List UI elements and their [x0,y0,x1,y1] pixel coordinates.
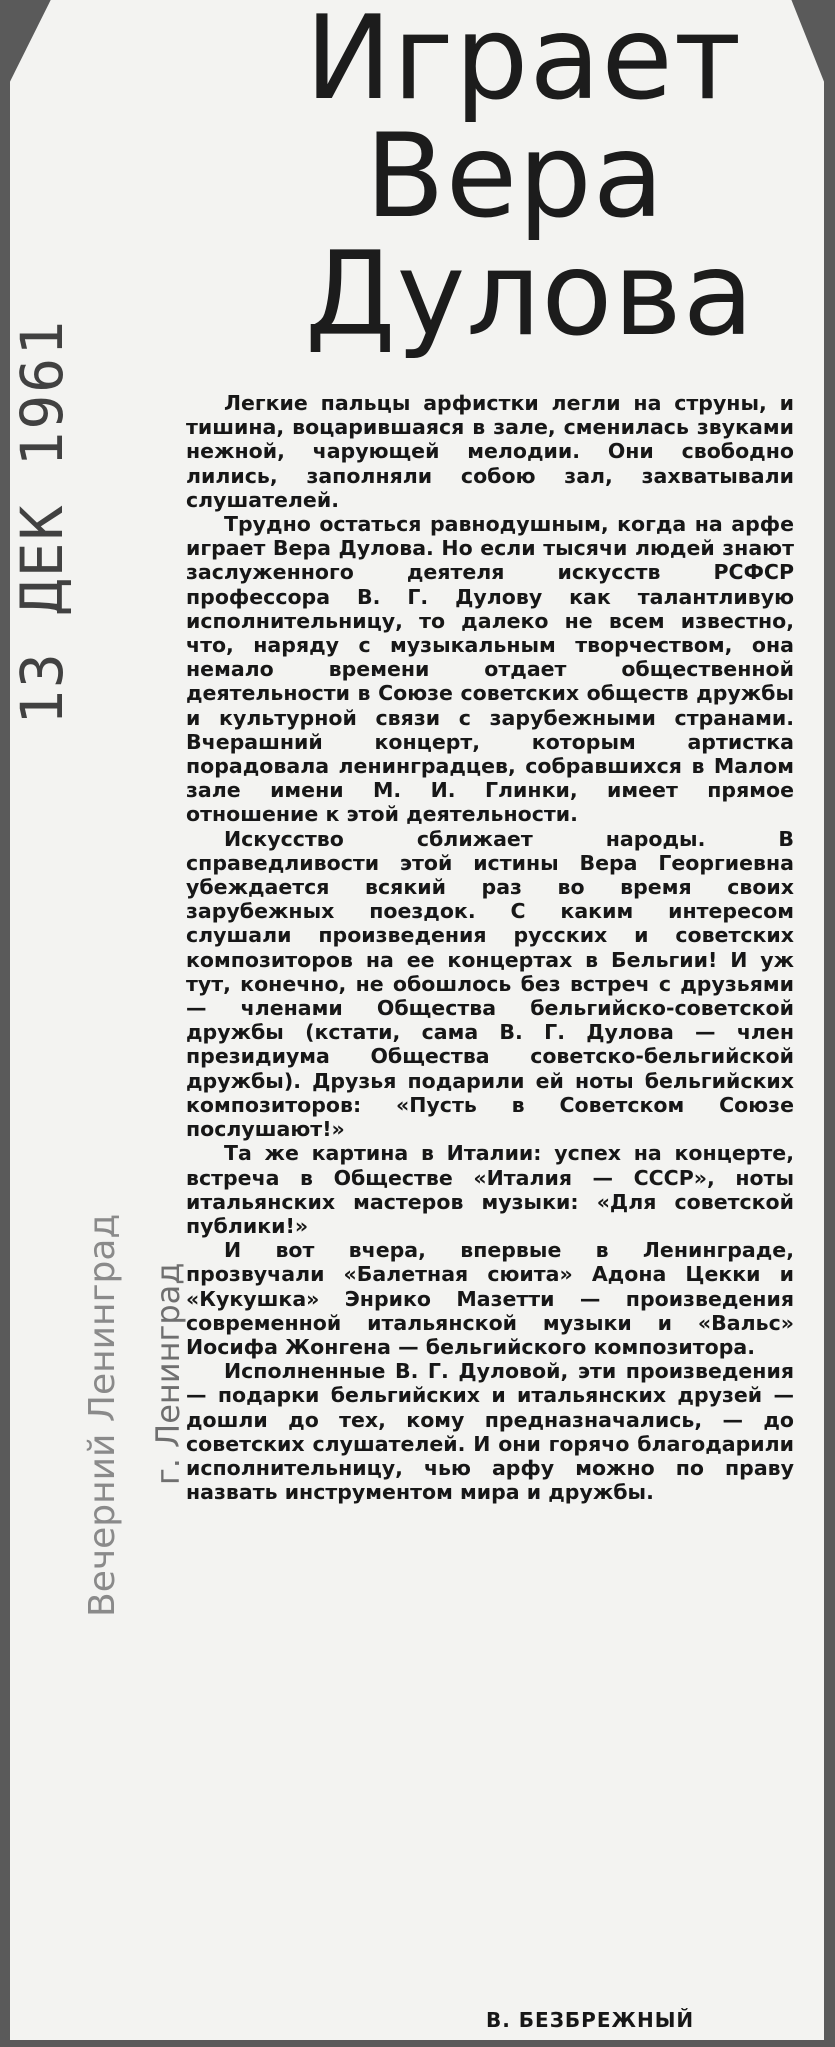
headline-line: Вера [365,109,665,244]
paragraph: Легкие пальцы арфистки легли на струны, и тишина, воцарившаяся в зале, сменилась звуками нежной, чарующей мелодии. Они свободно лились, заполняли собою зал, захватывали слушателей. [186,391,794,512]
paragraph: Трудно остаться равнодушным, когда на арфе играет Вера Дулова. Но если тысячи людей знают заслуженного деятеля искусств РСФСР профессора В. Г. Дулову как талантливую исполнительницу, то далеко не всем известно, что, наряду с музыкальным творчеством, она немало времени отдает общественной деятельности в Союзе советских обществ дружбы и культурной связи с зарубежными странами. Вчерашний концерт, которым артистка порадовала ленинградцев, собравшихся в Малом зале имени М. И. Глинки, имеет прямое отношение к этой деятельности. [186,512,794,827]
headline-line: Дулова [305,227,755,362]
article-headline [305,0,755,362]
source-city: г. Ленинград [149,1262,187,1485]
paragraph: Исполненные В. Г. Дуловой, эти произведения — подарки бельгийских и итальянских друзей — дошли до тех, кому предназначались, — до советских слушателей. И они горячо благодарили исполнительницу, чью арфу можно по праву назвать инструментом мира и дружбы. [186,1359,794,1505]
date-stamp: 13 ДЕК 1961 [8,318,76,725]
paragraph: Искусство сближает народы. В справедливости этой истины Вера Георгиевна убеждается всякий раз во время своих зарубежных поездок. С каким интересом слушали произведения русских и советских композиторов на ее концертах в Бельгии! И уж тут, конечно, не обошлось без встреч с друзьями — членами Общества бельгийско-советской дружбы (кстати, сама В. Г. Дулова — член президиума Общества советско-бельгийской дружбы). Друзья подарили ей ноты бельгийских композиторов: «Пусть в Советском Союзе послушают!» [186,826,794,1142]
paragraph: Та же картина в Италии: успех на концерте, встреча в Обществе «Италия — СССР», ноты итальянских мастеров музыки: «Для советской публики!» [186,1141,794,1238]
headline-line: Играет [305,0,743,126]
author-signature: В. БЕЗБРЕЖНЫЙ [486,2008,695,2032]
paragraph: И вот вчера, впервые в Ленинграде, прозвучали «Балетная сюита» Адона Цекки и «Кукушка» Энрико Мазетти — произведения современной итальянской музыки и «Вальс» Иосифа Жонгена — бельгийского композитора. [186,1238,794,1359]
source-newspaper-name: Вечерний Ленинград [82,1213,123,1617]
article-body [186,391,794,1504]
